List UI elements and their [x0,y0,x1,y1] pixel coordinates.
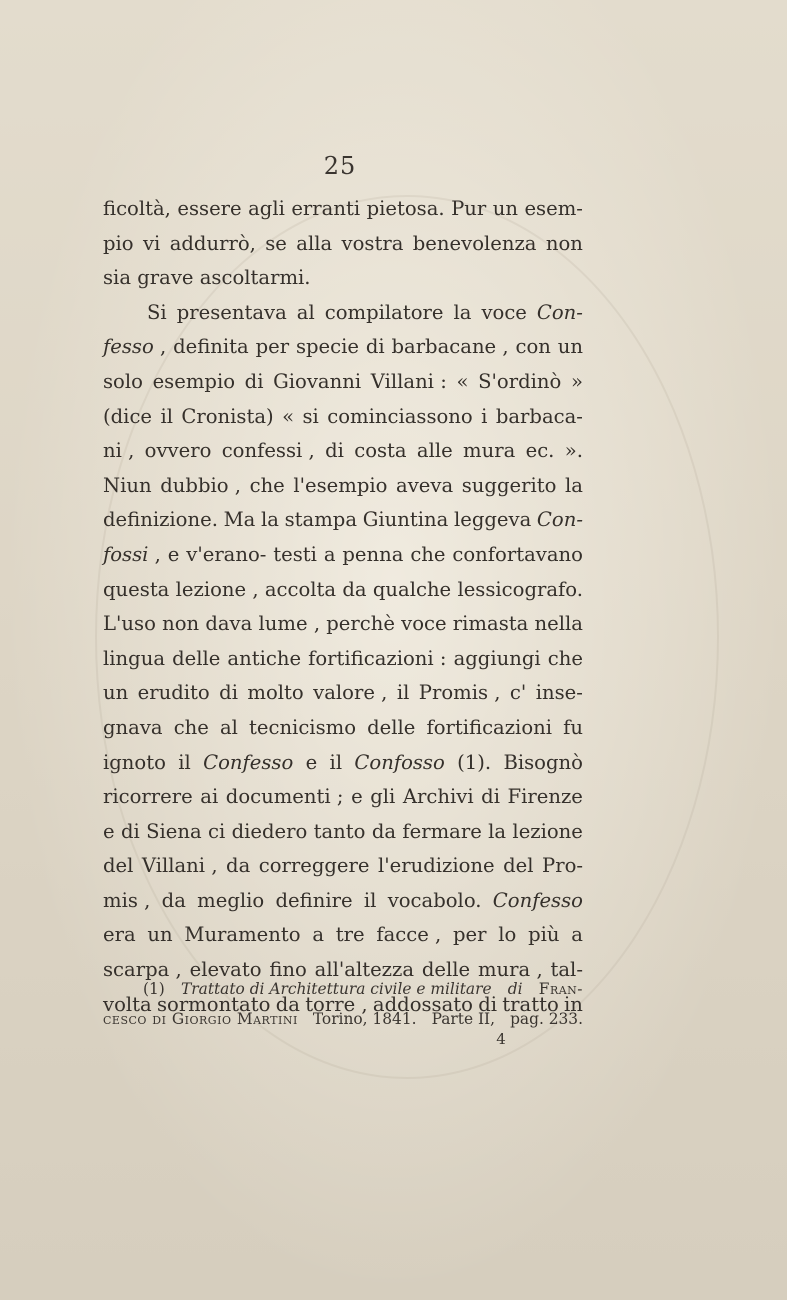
footnote-author-cont: cesco di Giorgio Martini [103,1010,298,1028]
footnote-place-date: Torino, 1841. [312,1010,417,1028]
body-text [103,192,583,1022]
footnote-connector: di [507,980,523,998]
signature-mark: 4 [496,1030,506,1048]
text-line: mis , da meglio definire il vocabolo. Confesso [103,888,583,912]
footnote-line [103,974,583,1004]
text-line: L'uso non dava lume , perchè voce rimasta nella [103,612,583,636]
text-line: ricorrere ai documenti ; e gli Archivi di Firenze [103,785,583,809]
page-number: 25 [323,152,357,180]
footnote [103,974,583,1034]
text-line: sia grave ascoltarmi. [103,266,311,290]
text-line: solo esempio di Giovanni Villani : « S'ordinò » [103,369,583,393]
text-line: (dice il Cronista) « si cominciassono i barbaca- [103,404,583,428]
text-line: scarpa , elevato fino all'altezza delle mura , tal- [103,958,583,982]
text-line: Si presentava al compilatore la voce Con- [147,300,583,324]
text-line: e di Siena ci diedero tanto da fermare la lezione [103,819,583,843]
footnote-title: Trattato di Architettura civile e militare [181,980,492,998]
text-line: era un Muramento a tre facce , per lo più a [103,923,583,947]
text-line: ignoto il Confesso e il Confosso (1). Bisognò [103,750,583,774]
text-line: lingua delle antiche fortificazioni : aggiungi che [103,646,583,670]
text-line: questa lezione , accolta da qualche lessicografo. [103,577,583,601]
text-line: pio vi addurrò, se alla vostra benevolenza non [103,231,583,255]
text-line: un erudito di molto valore , il Promis , c' inse- [103,681,583,705]
text-line: definizione. Ma la stampa Giuntina leggeva Con- [103,508,583,532]
footnote-pages: pag. 233. [510,1010,583,1028]
text-line: volta sormontato da torre , addossato di tratto in [103,992,583,1016]
footnote-part: Parte II, [431,1010,495,1028]
text-line: Niun dubbio , che l'esempio aveva suggerito la [103,473,583,497]
text-line: fesso , definita per specie di barbacane , con un [103,335,583,359]
footnote-marker: (1) [143,980,165,998]
text-line: del Villani , da correggere l'erudizione del Pro- [103,854,583,878]
text-line: ni , ovvero confessi , di costa alle mura ec. ». [103,439,583,463]
text-line: fossi , e v'erano- testi a penna che confortavano [103,542,583,566]
text-line: gnava che al tecnicismo delle fortificazioni fu [103,715,583,739]
text-line: ficoltà, essere agli erranti pietosa. Pur un esem- [103,197,583,220]
footnote-author: Fran- [538,980,583,998]
